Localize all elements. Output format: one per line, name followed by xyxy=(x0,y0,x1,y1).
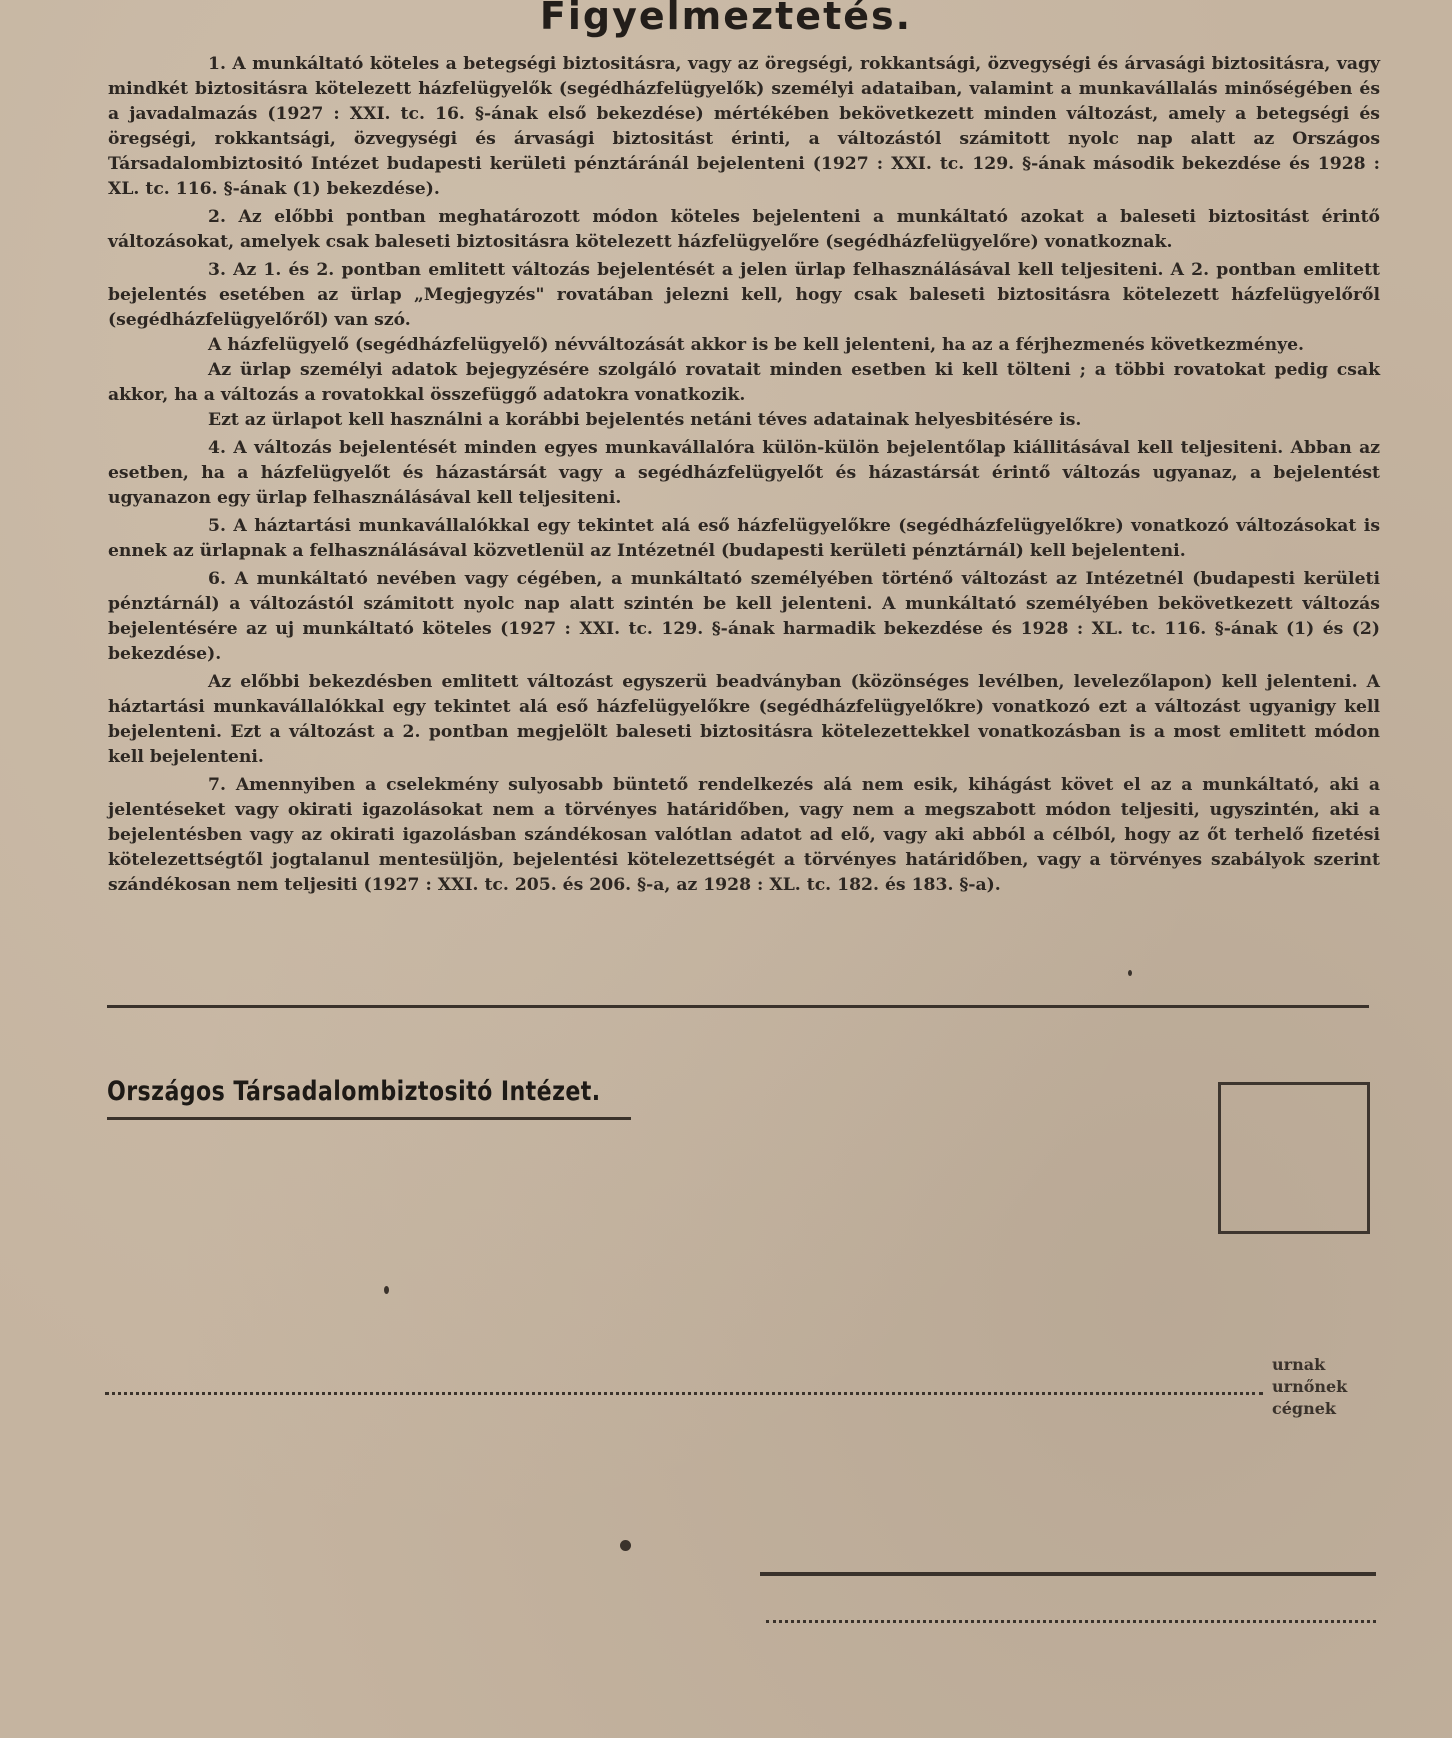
suffix-urnonek: urnőnek xyxy=(1272,1377,1348,1396)
institute-name: Országos Társadalombiztositó Intézet. xyxy=(107,1076,601,1107)
paragraph-7: 7. Amennyiben a cselekmény sulyosabb büntető rendelkezés alá nem esik, kihágást követ el az a munkáltató, aki a jelentéseket vagy okirati igazolásokat nem a törvényes határidőben, vagy nem a megszabott módon teljesiti, ugyszintén, aki a bejelentésben vagy az okirati igazolásban szándékosan valótlan adatot ad elő, vagy aki abból a célból, hogy az őt terhelő fizetési kötelezettségtől jogtalanul mentesüljön, bejelentési kötelezettségét a törvényes határidőben, vagy a törvényes szabályok szerint szándékosan nem teljesiti (1927 : XXI. tc. 205. és 206. §-a, az 1928 : XL. tc. 182. és 183. §-a). xyxy=(108,775,1380,895)
institute-underline xyxy=(107,1117,631,1120)
ink-speck xyxy=(620,1540,631,1551)
address-line-3 xyxy=(766,1620,1376,1623)
suffix-urnak: urnak xyxy=(1272,1355,1326,1374)
stamp-box xyxy=(1218,1082,1370,1234)
instructions-text xyxy=(108,52,1380,898)
address-suffixes xyxy=(1272,1354,1347,1420)
suffix-cegnek: cégnek xyxy=(1272,1399,1337,1418)
paragraph-6a: Az előbbi bekezdésben emlitett változást egyszerü beadványban (közönséges levélben, levelezőlapon) kell jelenteni. A háztartási munkavállalókkal egy tekintet alá eső házfelügyelőkre (segédházfelügyelőkre) vonatkozó ezt a változást ugyanigy kell bejelenteni. Ezt a változást a 2. pontban megjelölt baleseti biztositásra kötelezettekkel vonatkozásban is a most emlitett módon kell bejelenteni. xyxy=(108,672,1380,767)
address-line-1 xyxy=(105,1392,1263,1395)
page-title: Figyelmeztetés. xyxy=(539,0,913,38)
paragraph-4: 4. A változás bejelentését minden egyes munkavállalóra külön-külön bejelentőlap kiállitásával kell teljesiteni. Abban az esetben, ha a házfelügyelőt és házastársát vagy a segédházfelügyelőt és házastársát érintő változás ugyanaz, a bejelentést ugyanazon egy ürlap felhasználásával kell teljesiteni. xyxy=(108,438,1380,508)
paragraph-3b: Az ürlap személyi adatok bejegyzésére szolgáló rovatait minden esetben ki kell tölteni ; a többi rovatokat pedig csak akkor, ha a változás a rovatokkal összefüggő adatokra vonatkozik. xyxy=(108,360,1380,405)
separator-line xyxy=(107,1005,1369,1008)
paragraph-3a: A házfelügyelő (segédházfelügyelő) névváltozását akkor is be kell jelenteni, ha az a férjhezmenés következménye. xyxy=(208,335,1305,355)
ink-speck xyxy=(384,1286,389,1294)
paragraph-6: 6. A munkáltató nevében vagy cégében, a munkáltató személyében történő változást az Intézetnél (budapesti kerületi pénztárnál) a változástól számitott nyolc nap alatt szintén be kell jelenteni. A munkáltató személyében bekövetkezett változás bejelentésére az uj munkáltató köteles (1927 : XXI. tc. 129. §-ának harmadik bekezdése és 1928 : XL. tc. 116. §-ának (1) és (2) bekezdése). xyxy=(108,569,1380,664)
paragraph-3c: Ezt az ürlapot kell használni a korábbi bejelentés netáni téves adatainak helyesbitésére is. xyxy=(208,410,1082,430)
paragraph-5: 5. A háztartási munkavállalókkal egy tekintet alá eső házfelügyelőkre (segédházfelügyelőkre) vonatkozó változásokat is ennek az ürlapnak a felhasználásával közvetlenül az Intézetnél (budapesti kerületi pénztárnál) kell bejelenteni. xyxy=(108,516,1380,561)
paragraph-2: 2. Az előbbi pontban meghatározott módon köteles bejelenteni a munkáltató azokat a baleseti biztositást érintő változásokat, amelyek csak baleseti biztositásra kötelezett házfelügyelőre (segédházfelügyelőre) vonatkoznak. xyxy=(108,207,1380,252)
paragraph-3: 3. Az 1. és 2. pontban emlitett változás bejelentését a jelen ürlap felhasználásával kell teljesiteni. A 2. pontban emlitett bejelentés esetében az ürlap „Megjegyzés" rovatában jelezni kell, hogy csak baleseti biztositásra kötelezett házfelügyelőről (segédházfelügyelőről) van szó. xyxy=(108,260,1380,330)
paragraph-1: 1. A munkáltató köteles a betegségi biztositásra, vagy az öregségi, rokkantsági, özvegységi és árvasági biztositásra, vagy mindkét biztositásra kötelezett házfelügyelők (segédházfelügyelők) személyi adataiban, valamint a munkavállalás minőségében és a javadalmazás (1927 : XXI. tc. 16. §-ának első bekezdése) mértékében bekövetkezett minden változást, amely a betegségi és öregségi, rokkantsági, özvegységi és árvasági biztositást érinti, a változástól számitott nyolc nap alatt az Országos Társadalombiztositó Intézet budapesti kerületi pénztáránál bejelenteni (1927 : XXI. tc. 129. §-ának második bekezdése és 1928 : XL. tc. 116. §-ának (1) bekezdése). xyxy=(108,54,1380,199)
address-line-2 xyxy=(760,1572,1376,1576)
ink-speck xyxy=(1128,970,1132,976)
